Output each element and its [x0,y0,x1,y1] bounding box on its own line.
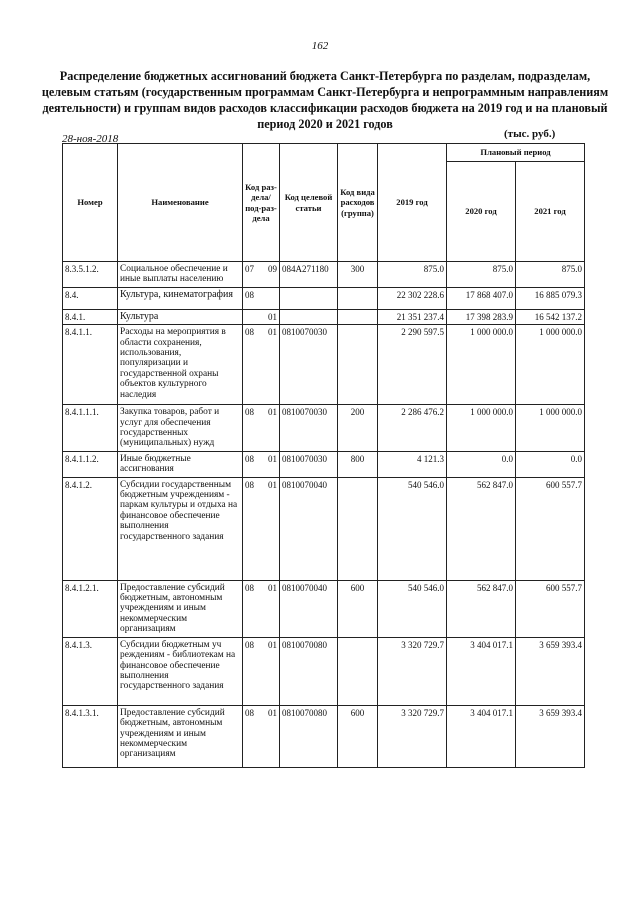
row-name: Расходы на мероприятия в области сохранения, использования, популяризации и государственной охраны объектов культурного наследия [118,325,243,405]
row-expense-type [338,325,378,405]
row-value-2019: 3 320 729.7 [378,637,447,705]
row-expense-type [338,309,378,324]
row-value-2020: 875.0 [447,262,516,288]
row-name: Иные бюджетные ассигнования [118,451,243,477]
row-razdel: 08 [245,479,254,490]
table-row [63,405,585,452]
header-name: Наименование [118,144,243,262]
row-razdel: 08 [245,453,254,464]
row-number: 8.3.5.1.2. [63,262,118,288]
row-section-code [243,325,280,405]
row-name: Социальное обеспечение и иные выплаты населению [118,262,243,288]
row-value-2021: 600 557.7 [516,580,585,637]
row-value-2019: 540 546.0 [378,580,447,637]
row-number: 8.4.1.2. [63,477,118,580]
row-target-article: 0810070080 [280,637,338,705]
row-section-code [243,405,280,452]
row-value-2021: 16 542 137.2 [516,309,585,324]
budget-table [62,143,585,768]
row-value-2019: 4 121.3 [378,451,447,477]
row-target-article [280,287,338,309]
row-podrazdel: 01 [268,453,277,464]
row-podrazdel: 01 [268,479,277,490]
row-target-article: 084А271180 [280,262,338,288]
row-name: Культура, кинематография [118,287,243,309]
row-target-article: 0810070030 [280,405,338,452]
row-section-code [243,580,280,637]
row-value-2019: 875.0 [378,262,447,288]
row-podrazdel: 01 [268,327,277,338]
row-name: Предоставление субсидий бюджетным, автономным учреждениям и иным некоммерческим организациям [118,580,243,637]
row-section-code [243,451,280,477]
row-number: 8.4.1. [63,309,118,324]
row-expense-type [338,287,378,309]
row-podrazdel: 01 [268,639,277,650]
row-value-2021: 1 000 000.0 [516,405,585,452]
row-expense-type: 800 [338,451,378,477]
row-target-article: 0810070030 [280,325,338,405]
row-target-article: 0810070080 [280,705,338,767]
header-section-code: Код раз-дела/ под-раз-дела [243,144,280,262]
row-expense-type: 600 [338,705,378,767]
row-value-2021: 16 885 079.3 [516,287,585,309]
row-value-2019: 2 286 476.2 [378,405,447,452]
header-year-2020: 2020 год [447,162,516,262]
row-value-2020: 1 000 000.0 [447,325,516,405]
header-expense-type-code: Код вида расходов (группа) [338,144,378,262]
row-number: 8.4. [63,287,118,309]
page-number: 162 [311,40,329,52]
row-value-2020: 1 000 000.0 [447,405,516,452]
row-podrazdel: 09 [268,264,277,274]
row-razdel: 07 [245,264,254,274]
header-year-2021: 2021 год [516,162,585,262]
row-value-2021: 3 659 393.4 [516,637,585,705]
row-name: Культура [118,309,243,324]
row-value-2019: 21 351 237.4 [378,309,447,324]
row-value-2020: 562 847.0 [447,580,516,637]
row-number: 8.4.1.3.1. [63,705,118,767]
row-podrazdel: 01 [268,311,277,322]
row-value-2021: 1 000 000.0 [516,325,585,405]
document-date: 28-ноя-2018 [62,133,119,145]
row-razdel: 08 [245,707,254,718]
row-number: 8.4.1.1.1. [63,405,118,452]
row-target-article: 0810070040 [280,580,338,637]
row-razdel: 08 [245,327,254,338]
table-row [63,325,585,405]
row-value-2021: 875.0 [516,262,585,288]
row-name: Субсидии бюджетным уч реждениям - библиотекам на финансовое обеспечение выполнения государственного задания [118,637,243,705]
row-value-2021: 3 659 393.4 [516,705,585,767]
table-row [63,309,585,324]
units-label: (тыс. руб.) [504,128,556,140]
row-section-code [243,262,280,288]
row-section-code [243,287,280,309]
row-section-code [243,705,280,767]
row-expense-type: 300 [338,262,378,288]
table-row [63,477,585,580]
row-value-2020: 17 398 283.9 [447,309,516,324]
row-name: Закупка товаров, работ и услуг для обеспечения государственных (муниципальных) нужд [118,405,243,452]
row-expense-type [338,477,378,580]
header-year-2019: 2019 год [378,144,447,262]
row-value-2021: 600 557.7 [516,477,585,580]
row-expense-type: 200 [338,405,378,452]
header-row [63,144,585,162]
row-value-2020: 562 847.0 [447,477,516,580]
row-value-2020: 3 404 017.1 [447,705,516,767]
row-expense-type: 600 [338,580,378,637]
row-number: 8.4.1.1.2. [63,451,118,477]
table-row [63,705,585,767]
table-row [63,287,585,309]
row-value-2019: 2 290 597.5 [378,325,447,405]
row-razdel: 08 [245,289,254,300]
row-value-2019: 3 320 729.7 [378,705,447,767]
row-name: Предоставление субсидий бюджетным, автономным учреждениям и иным некоммерческим организациям [118,705,243,767]
row-podrazdel: 01 [268,407,277,418]
row-value-2019: 22 302 228.6 [378,287,447,309]
row-number: 8.4.1.2.1. [63,580,118,637]
row-value-2020: 3 404 017.1 [447,637,516,705]
row-target-article [280,309,338,324]
row-target-article: 0810070040 [280,477,338,580]
row-value-2019: 540 546.0 [378,477,447,580]
row-value-2020: 0.0 [447,451,516,477]
row-value-2020: 17 868 407.0 [447,287,516,309]
table-row [63,637,585,705]
row-podrazdel: 01 [268,582,277,593]
row-value-2021: 0.0 [516,451,585,477]
row-section-code [243,309,280,324]
row-target-article: 0810070030 [280,451,338,477]
row-section-code [243,477,280,580]
row-razdel: 08 [245,639,254,650]
row-expense-type [338,637,378,705]
table-row [63,451,585,477]
row-razdel: 08 [245,407,254,418]
row-section-code [243,637,280,705]
row-podrazdel: 01 [268,707,277,718]
header-planning-period: Плановый период [447,144,585,162]
row-number: 8.4.1.3. [63,637,118,705]
row-razdel: 08 [245,582,254,593]
header-target-article-code: Код целевой статьи [280,144,338,262]
header-number: Номер [63,144,118,262]
row-number: 8.4.1.1. [63,325,118,405]
row-name: Субсидии государственным бюджетным учреждениям - паркам культуры и отдыха на финансовое обеспечение выполнения государственного задания [118,477,243,580]
table-row [63,262,585,288]
document-title: Распределение бюджетных ассигнований бюджета Санкт-Петербурга по разделам, подразделам, целевым статьям (государственным программам Санкт-Петербурга и непрограммным направлениям деятельности) и группам видов расходов классификации расходов бюджета на 2019 год и на плановый период 2020 и 2021 годов [41,69,609,131]
table-row [63,580,585,637]
